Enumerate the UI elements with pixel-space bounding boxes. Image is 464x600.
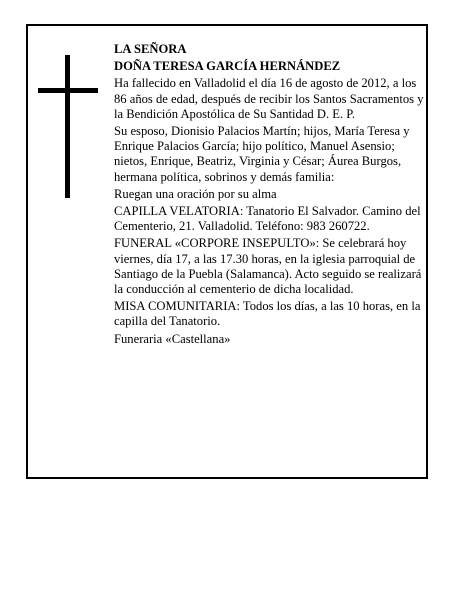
obituary-notice bbox=[26, 24, 428, 479]
cross-vertical-bar bbox=[65, 55, 70, 198]
notice-text bbox=[114, 42, 426, 349]
latin-cross-icon bbox=[38, 55, 98, 198]
deceased-name: DOÑA TERESA GARCÍA HERNÁNDEZ bbox=[114, 59, 341, 74]
chapel-info: CAPILLA VELATORIA: Tanatorio El Salvador. Camino del Cementerio, 21. Valladolid. Teléfono: 983 260722. bbox=[114, 204, 421, 234]
prayer-request: Ruegan una oración por su alma bbox=[114, 186, 277, 201]
cross-horizontal-bar bbox=[38, 88, 98, 93]
notice-title: LA SEÑORA bbox=[114, 42, 187, 56]
family-list: Su esposo, Dionisio Palacios Martín; hijos, María Teresa y Enrique Palacios García; hijo político, Manuel Asensio; nietos, Enrique, Beatriz, Virginia y César; Áurea Burgos, hermana política, sobrinos y demás familia: bbox=[114, 124, 410, 184]
mass-info: MISA COMUNITARIA: Todos los días, a las 10 horas, en la capilla del Tanatorio. bbox=[114, 299, 421, 329]
funeral-info: FUNERAL «CORPORE INSEPULTO»: Se celebrará hoy viernes, día 17, a las 17.30 horas, en la iglesia parroquial de Santiago de la Puebla (Salamanca). Acto seguido se realizará la conducción al cementerio de dicha localidad. bbox=[114, 236, 422, 297]
death-announcement: Ha fallecido en Valladolid el día 16 de agosto de 2012, a los 86 años de edad, después de recibir los Santos Sacramentos y la Bendición Apostólica de Su Santidad D. E. P. bbox=[114, 76, 424, 121]
funeral-home: Funeraria «Castellana» bbox=[114, 331, 231, 346]
